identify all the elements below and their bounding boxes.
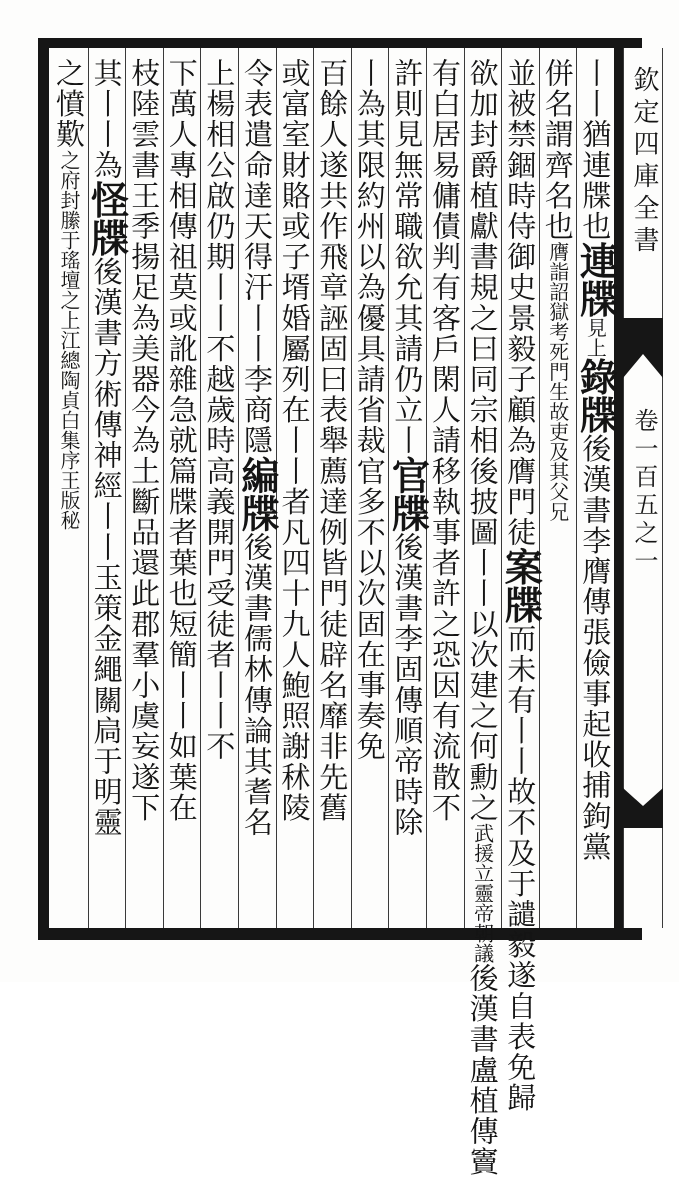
body-text: 有白居易傭債判有客戶閑人請移執事者許之恐因有流散不	[428, 58, 462, 823]
entry-heading: 案牒	[498, 547, 544, 624]
margin-title-band	[623, 48, 663, 928]
body-text: 後漢書盧植傳竇	[465, 963, 500, 1177]
body-text: 其丨丨為	[89, 58, 124, 181]
text-column	[46, 58, 92, 924]
annotation-text: 武援立靈帝朝議	[470, 823, 495, 963]
body-text: 欲加封爵植獻書規之曰同宗相後披圖丨丨以次建之何勳之	[465, 58, 500, 823]
frame-bottom-border	[38, 928, 642, 940]
entry-heading: 怪牒	[84, 180, 130, 257]
fish-tail-mark-lower	[623, 788, 663, 828]
entry-heading: 官牒	[385, 455, 431, 532]
body-text: 之憤歎	[52, 58, 86, 150]
body-text: 併名謂齊名也	[540, 58, 575, 242]
frame-top-border	[38, 38, 642, 48]
body-text: 或富室財賂或子壻婚屬列在丨丨者凡四十九人鮑照謝秫陵	[277, 58, 312, 823]
body-text: 枝陸雲書王季揚足為美器今為土斷品還此郡羣小虞妄遂下	[127, 58, 162, 823]
body-text: 下萬人專相傳祖莫或訛雜急就篇牒者葉也短簡丨丨如葉在	[164, 58, 199, 823]
fish-tail-mark	[623, 318, 663, 378]
body-text: 後漢書李膺傳張儉事起收捕鉤黨	[578, 433, 613, 863]
body-text: 上楊相公啟仍期丨丨不越歲時	[202, 58, 237, 456]
annotation-text: 見上	[583, 317, 608, 358]
body-text: 丨為其限約州以為優具請省裁	[352, 58, 387, 456]
margin-juan-label: 卷一百五之一	[630, 408, 658, 576]
body-text: 丨丨猶連牒也	[578, 58, 613, 242]
body-text: 後漢書李固傳順帝時除	[390, 531, 425, 838]
body-text: 後漢書方術傳神經丨丨玉策金繩關扃于明靈	[89, 256, 124, 838]
body-text: 令表遣命達天得汗丨丨李商隱	[240, 58, 274, 456]
body-text: 百餘人遂共作飛章誣固曰表舉薦達例皆門徒辟名靡非先舊	[315, 58, 350, 823]
body-text: 而未有丨丨故不及于譴毅遂自表免歸	[503, 623, 538, 1114]
body-text: 高義開門受徒者丨丨不	[202, 455, 237, 762]
entry-heading: 錄牒	[573, 357, 619, 434]
margin-book-title: 欽定四庫全書	[629, 66, 659, 258]
body-text: 官多不以次固在事奏免	[352, 455, 387, 762]
body-text: 後漢書儒林傳論其耆名	[240, 531, 274, 838]
entry-heading: 編牒	[235, 455, 280, 532]
annotation-text: 膺詣詔獄考死門生故吏及其父兄	[545, 241, 570, 522]
body-text: 並被禁錮時侍御史景毅子顧為膺門徒	[503, 58, 538, 548]
annotation-text: 之府封縢于瑤壇之上江總陶貞白集序王版秘	[57, 149, 81, 530]
entry-heading: 連牒	[573, 241, 619, 318]
body-text: 許則見無常職欲允其請仍立丨	[390, 58, 425, 456]
